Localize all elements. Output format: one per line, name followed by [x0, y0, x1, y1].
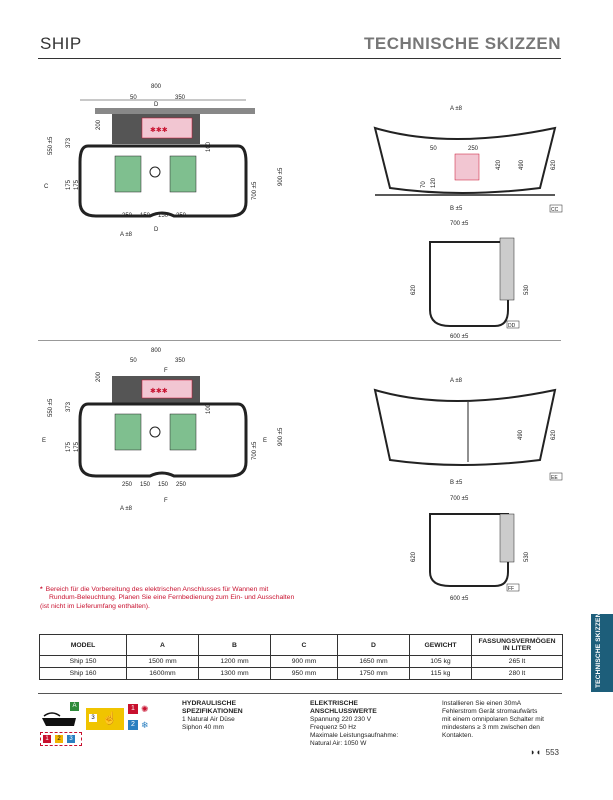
- note-star: *: [40, 586, 43, 593]
- dim-250-a: 250: [122, 213, 133, 219]
- electric-title-1: ELEKTRISCHE: [310, 700, 358, 707]
- side-dim-490-b: 490: [518, 429, 524, 440]
- tub-side-outline-b: [375, 390, 555, 465]
- dim-150-b-b: 150: [158, 482, 169, 488]
- plan-view-bottom: [42, 348, 284, 512]
- table-header-row: [40, 635, 563, 656]
- electrical-marker: ✱✱✱: [150, 127, 168, 134]
- end-dim-600-b: 600 ±5: [450, 596, 469, 602]
- label-a-badge: A: [70, 702, 79, 711]
- dim-700: 700 ±5: [252, 181, 258, 200]
- side-dim-b-b: B ±5: [450, 480, 463, 486]
- badge-3: 3: [67, 735, 75, 743]
- cell-capacity: 265 lt: [472, 656, 563, 668]
- dim-a: A ±8: [120, 232, 132, 238]
- cell-weight: 105 kg: [410, 656, 472, 668]
- dim-250-b: 250: [176, 213, 187, 219]
- electrical-marker-b: ✱✱✱: [150, 388, 168, 395]
- badge-1: 1: [43, 735, 51, 743]
- side-dim-120: 120: [431, 177, 437, 188]
- dim-550-b: 550 ±5: [48, 398, 54, 417]
- dim-50: 50: [130, 95, 137, 101]
- end-view-bottom: [411, 496, 530, 602]
- dim-250-b-b: 250: [176, 482, 187, 488]
- side-dim-a: A ±8: [450, 106, 462, 112]
- dim-350-b: 350: [175, 358, 186, 364]
- cell-model: Ship 160: [40, 668, 127, 680]
- dim-a-b: A ±8: [120, 506, 132, 512]
- end-dim-620: 620: [411, 284, 417, 295]
- cell-d: 1750 mm: [338, 668, 410, 680]
- badge-3-yellow: 3: [89, 714, 97, 722]
- dim-900-b: 900 ±5: [278, 427, 284, 446]
- spec-table: [39, 634, 563, 680]
- end-label-dd: DD: [508, 323, 516, 329]
- label-d-top: D: [154, 102, 159, 108]
- pipework: [500, 238, 514, 300]
- dim-250-a-b: 250: [122, 482, 133, 488]
- dim-100: 100: [206, 141, 212, 152]
- dim-175-a: 175: [66, 179, 72, 190]
- install-line-2: Fehlerstrom Gerät stromaufwärts: [442, 708, 538, 715]
- label-d-bottom: D: [154, 227, 159, 233]
- cell-capacity: 280 lt: [472, 668, 563, 680]
- end-dim-530: 530: [524, 284, 530, 295]
- note-line-1: Bereich für die Vorbereitung des elektrischen Anschlusses für Wannen mit: [45, 586, 269, 593]
- side-dim-490: 490: [519, 159, 525, 170]
- cell-c: 950 mm: [271, 668, 338, 680]
- airjet-icon-block: [86, 708, 124, 730]
- deck-strip: [95, 108, 255, 114]
- section-separator: [38, 340, 561, 341]
- side-tab-label: TECHNISCHE SKIZZEN: [595, 612, 602, 688]
- end-label-ff: FF: [508, 586, 515, 592]
- badge-2: 2: [55, 735, 63, 743]
- bottom-rule: [38, 693, 562, 694]
- dim-150-b: 150: [158, 213, 169, 219]
- hand-icon: ☝: [102, 711, 117, 725]
- side-dim-620: 620: [551, 159, 557, 170]
- install-line-5: Kontakten.: [442, 732, 474, 739]
- table-row: [40, 668, 563, 680]
- note-line-2: Rundum-Beleuchtung. Planen Sie eine Fernbedienung zum Ein- und Ausschalten: [49, 594, 295, 602]
- dim-175-b-b: 175: [74, 441, 80, 452]
- dim-175-b: 175: [74, 179, 80, 190]
- tub-outline-b: [80, 404, 246, 476]
- end-view-top: [411, 221, 530, 340]
- electric-line-1: Spannung 220 230 V: [310, 716, 372, 723]
- side-label-cc: CC: [551, 207, 559, 213]
- install-line-1: Installieren Sie einen 30mA: [442, 700, 522, 707]
- th-b: B: [199, 635, 271, 656]
- hydraulic-title-1: HYDRAULISCHE: [182, 700, 237, 707]
- pipework-b: [500, 514, 514, 562]
- cell-b: 1200 mm: [199, 656, 271, 668]
- label-e-right: E: [263, 438, 268, 444]
- side-tab: [591, 614, 613, 692]
- dim-373-b: 373: [66, 401, 72, 412]
- end-dim-700-b: 700 ±5: [450, 496, 469, 502]
- numbered-badges: [40, 732, 82, 746]
- dim-700-b: 700 ±5: [252, 441, 258, 460]
- side-dim-620-b: 620: [551, 429, 557, 440]
- th-capacity: FASSUNGSVERMÖGEN IN LITER: [472, 635, 563, 656]
- th-model: MODEL: [40, 635, 127, 656]
- th-c: C: [271, 635, 338, 656]
- dim-150-a-b: 150: [140, 482, 151, 488]
- dim-150-a: 150: [140, 213, 151, 219]
- zone-left: [115, 156, 141, 192]
- label-c-left: C: [44, 184, 49, 190]
- label-f-bottom: F: [164, 498, 168, 504]
- dim-900: 900 ±5: [278, 167, 284, 186]
- cell-a: 1500 mm: [127, 656, 199, 668]
- hydraulic-title-2: SPEZIFIKATIONEN: [182, 708, 243, 715]
- cell-model: Ship 150: [40, 656, 127, 668]
- hydraulic-line-2: Siphon 40 mm: [182, 724, 224, 731]
- brand-logo-icon: ◗◖: [530, 747, 541, 757]
- plan-view-top: [44, 84, 284, 238]
- dim-800-b: 800: [151, 348, 162, 354]
- end-dim-620-b: 620: [411, 551, 417, 562]
- end-dim-700: 700 ±5: [450, 221, 469, 227]
- electric-line-3: Maximale Leistungsaufnahme:: [310, 732, 399, 739]
- section-title: TECHNISCHE SKIZZEN: [364, 34, 561, 53]
- side-view-bottom: [375, 378, 562, 486]
- dim-373: 373: [66, 137, 72, 148]
- header-rule: [38, 58, 561, 59]
- end-dim-530-b: 530: [524, 551, 530, 562]
- electric-line-2: Frequenz 50 Hz: [310, 724, 357, 731]
- electrical-zone-side: [455, 154, 479, 180]
- page-number: 553: [545, 748, 559, 757]
- dim-175-a-b: 175: [66, 441, 72, 452]
- dim-50-b: 50: [130, 358, 137, 364]
- tub-end-outline: [430, 242, 508, 326]
- label-e-left: E: [42, 438, 47, 444]
- cell-b: 1300 mm: [199, 668, 271, 680]
- cell-c: 900 mm: [271, 656, 338, 668]
- side-dim-70: 70: [421, 181, 427, 188]
- th-d: D: [338, 635, 410, 656]
- hydraulic-specs: [182, 700, 292, 732]
- dim-800: 800: [151, 84, 162, 90]
- side-dim-50: 50: [430, 146, 437, 152]
- electrical-note: [40, 586, 360, 611]
- dim-550: 550 ±5: [48, 136, 54, 155]
- tub-outline: [80, 146, 246, 216]
- zone-right: [170, 156, 196, 192]
- cell-a: 1600mm: [127, 668, 199, 680]
- snow-icon: ❄: [141, 720, 149, 730]
- heat-icon: ✺: [141, 704, 149, 714]
- hydraulic-line-1: 1 Natural Air Düse: [182, 716, 235, 723]
- table-row: [40, 656, 563, 668]
- install-line-4: mindestens ≥ 3 mm zwischen den: [442, 724, 540, 731]
- tub-end-outline-b: [430, 514, 508, 586]
- label-f-top: F: [164, 368, 168, 374]
- side-dim-a-b: A ±8: [450, 378, 462, 384]
- install-note: [442, 700, 562, 740]
- th-a: A: [127, 635, 199, 656]
- side-label-ee: EE: [551, 475, 558, 481]
- side-dim-b: B ±5: [450, 206, 463, 212]
- install-line-3: mit einem omnipolaren Schalter mit: [442, 716, 544, 723]
- cell-weight: 115 kg: [410, 668, 472, 680]
- side-dim-250: 250: [468, 146, 479, 152]
- note-line-3: (ist nicht im Lieferumfang enthalten).: [40, 602, 150, 610]
- end-dim-600: 600 ±5: [450, 334, 469, 340]
- dim-200-b: 200: [96, 371, 102, 382]
- th-weight: GEWICHT: [410, 635, 472, 656]
- cell-d: 1650 mm: [338, 656, 410, 668]
- side-view-top: [375, 106, 562, 213]
- zone-right-b: [170, 414, 196, 450]
- dim-100-b: 100: [206, 403, 212, 414]
- electric-title-2: ANSCHLUSSWERTE: [310, 708, 377, 715]
- badge-1-red: 1: [128, 704, 138, 714]
- dim-350: 350: [175, 95, 186, 101]
- side-dim-420: 420: [496, 159, 502, 170]
- zone-left-b: [115, 414, 141, 450]
- drawing-top: [30, 70, 590, 340]
- dim-200: 200: [96, 119, 102, 130]
- page-title: SHIP: [40, 34, 82, 53]
- drawing-bottom: [30, 342, 590, 612]
- badge-2-blue: 2: [128, 720, 138, 730]
- electric-specs: [310, 700, 430, 748]
- electric-line-4: Natural Air: 1050 W: [310, 740, 367, 747]
- bathtub-icon-block: [40, 700, 80, 730]
